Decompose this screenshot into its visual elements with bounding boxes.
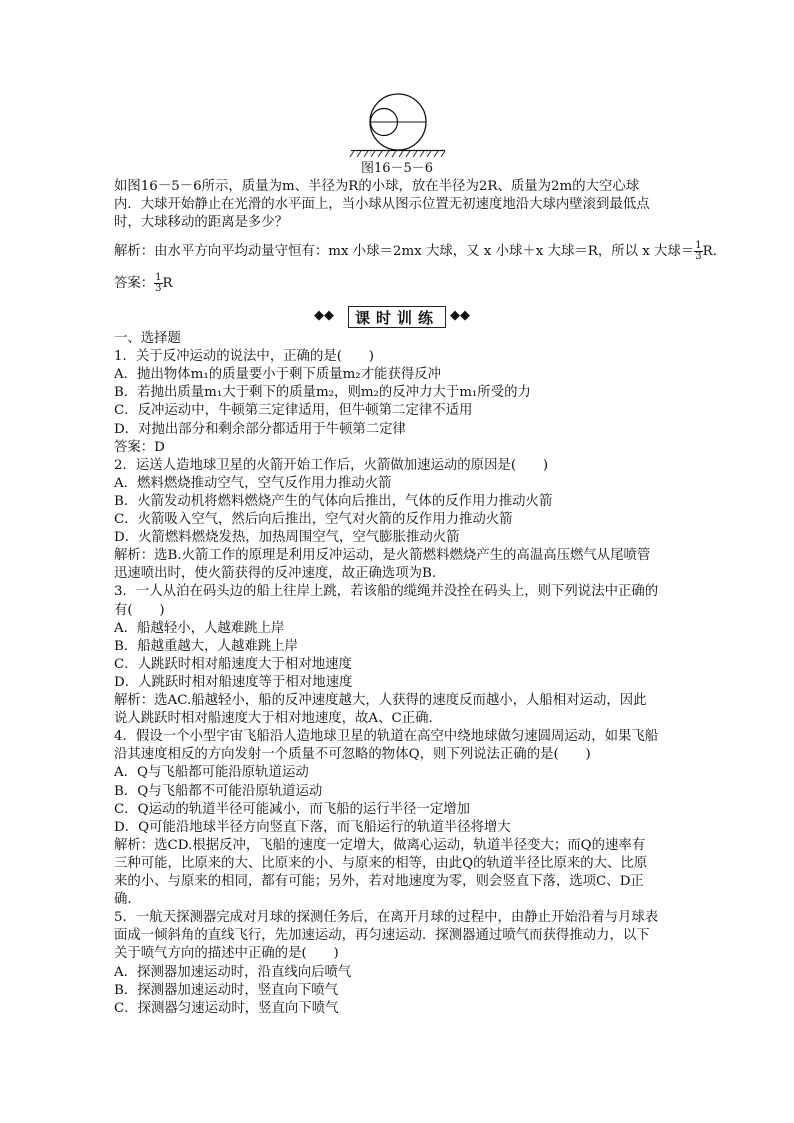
body-line: 三种可能，比原来的大、比原来的小、与原来的相等，由此Q的轨道半径比原来的大、比原 bbox=[114, 855, 648, 871]
body-line: D．对抛出部分和剩余部分都适用于牛顿第二定律 bbox=[114, 421, 406, 437]
body-line: 解析：选B.火箭工作的原理是利用反冲运动，是火箭燃料燃烧产生的高温高压燃气从尾喷管 bbox=[114, 548, 651, 564]
body-line: 沿其速度相反的方向发射一个质量不可忽略的物体Q，则下列说法正确的是( ) bbox=[114, 747, 591, 763]
body-line: C．人跳跃时相对船速度大于相对地速度 bbox=[114, 656, 352, 672]
body-line: A．燃料燃烧推动空气，空气反作用力推动火箭 bbox=[114, 475, 392, 491]
intro-solution bbox=[114, 240, 717, 264]
body-line: C．火箭吸入空气，然后向后推出，空气对火箭的反作用力推动火箭 bbox=[114, 512, 513, 527]
fraction-denominator: 3 bbox=[695, 251, 702, 262]
intro-line: 如图16－5－6所示，质量为m、半径为R的小球，放在半径为2R、质量为2m的大空心球 bbox=[114, 179, 640, 194]
diamond-icon-right: ◆◆ bbox=[450, 308, 470, 323]
solution-prefix: 解析：由水平方向平均动量守恒有： bbox=[114, 244, 329, 259]
body-line: D．人跳跃时相对船速度等于相对地速度 bbox=[114, 674, 353, 690]
body-line: A．探测器加速运动时，沿直线向后喷气 bbox=[114, 964, 352, 980]
body-line: 说人跳跃时相对船速度大于相对地速度，故A、C正确. bbox=[114, 711, 433, 727]
solution-suffix: R. bbox=[702, 244, 717, 259]
section-heading bbox=[310, 305, 484, 329]
body-line: 解析：选CD.根据反冲，飞船的速度一定增大，做离心运动，轨道半径变大；而Q的速率有 bbox=[114, 837, 646, 853]
body-line: B．Q与飞船都不可能沿原轨道运动 bbox=[114, 783, 323, 799]
body-line: 答案：D bbox=[114, 439, 165, 455]
answer-suffix: R bbox=[162, 276, 173, 291]
fraction-denominator: 3 bbox=[155, 283, 162, 294]
body-line: 有( ) bbox=[114, 602, 165, 618]
section-title: 课时训练 bbox=[348, 306, 446, 328]
fraction bbox=[694, 241, 702, 262]
intro-line: 时，大球移动的距离是多少？ bbox=[114, 215, 289, 230]
body-line: 3．一人从泊在码头边的船上往岸上跳，若该船的缆绳并没拴在码头上，则下列说法中正确的 bbox=[114, 584, 659, 600]
diamond-icon-left: ◆◆ bbox=[314, 308, 334, 323]
body-line: A．Q与飞船都可能沿原轨道运动 bbox=[114, 765, 309, 781]
solution-formula: mx 小球＝2mx 大球，又 x 小球＋x 大球＝R，所以 x 大球＝ bbox=[328, 244, 695, 259]
body-line: B．火箭发动机将燃料燃烧产生的气体向后推出，气体的反作用力推动火箭 bbox=[114, 493, 553, 509]
body-line: 关于喷气方向的描述中正确的是( ) bbox=[114, 946, 339, 962]
body-line: 2．运送人造地球卫星的火箭开始工作后，火箭做加速运动的原因是( ) bbox=[114, 457, 549, 473]
body-line: D．火箭燃料燃烧发热，加热周围空气，空气膨胀推动火箭 bbox=[114, 530, 460, 546]
body-line: D．Q可能沿地球半径方向竖直下落，而飞船运行的轨道半径将增大 bbox=[114, 819, 511, 835]
body-line: 解析：选AC.船越轻小，船的反冲速度越大，人获得的速度反而越小，人船相对运动，因此 bbox=[114, 693, 647, 708]
body-line: C．探测器匀速运动时，竖直向下喷气 bbox=[114, 1000, 339, 1016]
body-line: B．若抛出质量m₁大于剩下的质量m₂，则m₂的反冲力大于m₁所受的力 bbox=[114, 385, 531, 401]
intro-line: 内．大球开始静止在光滑的水平面上，当小球从图示位置无初速度地沿大球内壁滚到最低点 bbox=[114, 197, 650, 212]
body-line: 面成一倾斜角的直线飞行，先加速运动，再匀速运动．探测器通过喷气而获得推动力，以下 bbox=[114, 928, 650, 944]
body-line: 确. bbox=[114, 892, 132, 908]
body-line: 4．假设一个小型宇宙飞船沿人造地球卫星的轨道在高空中绕地球做匀速圆周运动，如果飞船 bbox=[114, 729, 659, 745]
body-line: C．反冲运动中，牛顿第三定律适用，但牛顿第二定律不适用 bbox=[114, 403, 473, 419]
body-line: A．抛出物体m₁的质量要小于剩下质量m₂才能获得反冲 bbox=[114, 367, 442, 383]
figure-caption: 图16－5－6 bbox=[360, 161, 434, 176]
intro-answer bbox=[114, 272, 689, 296]
body-line: 迅速喷出时，使火箭获得的反冲速度，故正确选项为B. bbox=[114, 566, 437, 582]
body-line: B．船越重越大，人越难跳上岸 bbox=[114, 638, 298, 654]
fraction-numerator: 1 bbox=[155, 272, 162, 283]
body-line: A．船越轻小，人越难跳上岸 bbox=[114, 620, 285, 636]
answer-fraction bbox=[154, 273, 162, 294]
body-line: 5．一航天探测器完成对月球的探测任务后，在离开月球的过程中，由静止开始沿着与月球表 bbox=[114, 910, 659, 926]
body-line: C．Q运动的轨道半径可能减小，而飞船的运行半径一定增加 bbox=[114, 801, 470, 817]
ground-hatching bbox=[350, 151, 445, 157]
body-line: 来的小、与原来的相同，都有可能；另外，若对地速度为零，则会竖直下落，选项C、D正 bbox=[114, 874, 644, 889]
body-line: B．探测器加速运动时，竖直向下喷气 bbox=[114, 982, 339, 998]
answer-label: 答案： bbox=[114, 276, 155, 291]
fraction-numerator: 1 bbox=[695, 240, 702, 251]
body-line: 一、选择题 bbox=[114, 331, 181, 346]
figure-16-5-6 bbox=[348, 93, 448, 159]
body-line: 1．关于反冲运动的说法中，正确的是( ) bbox=[114, 349, 374, 365]
